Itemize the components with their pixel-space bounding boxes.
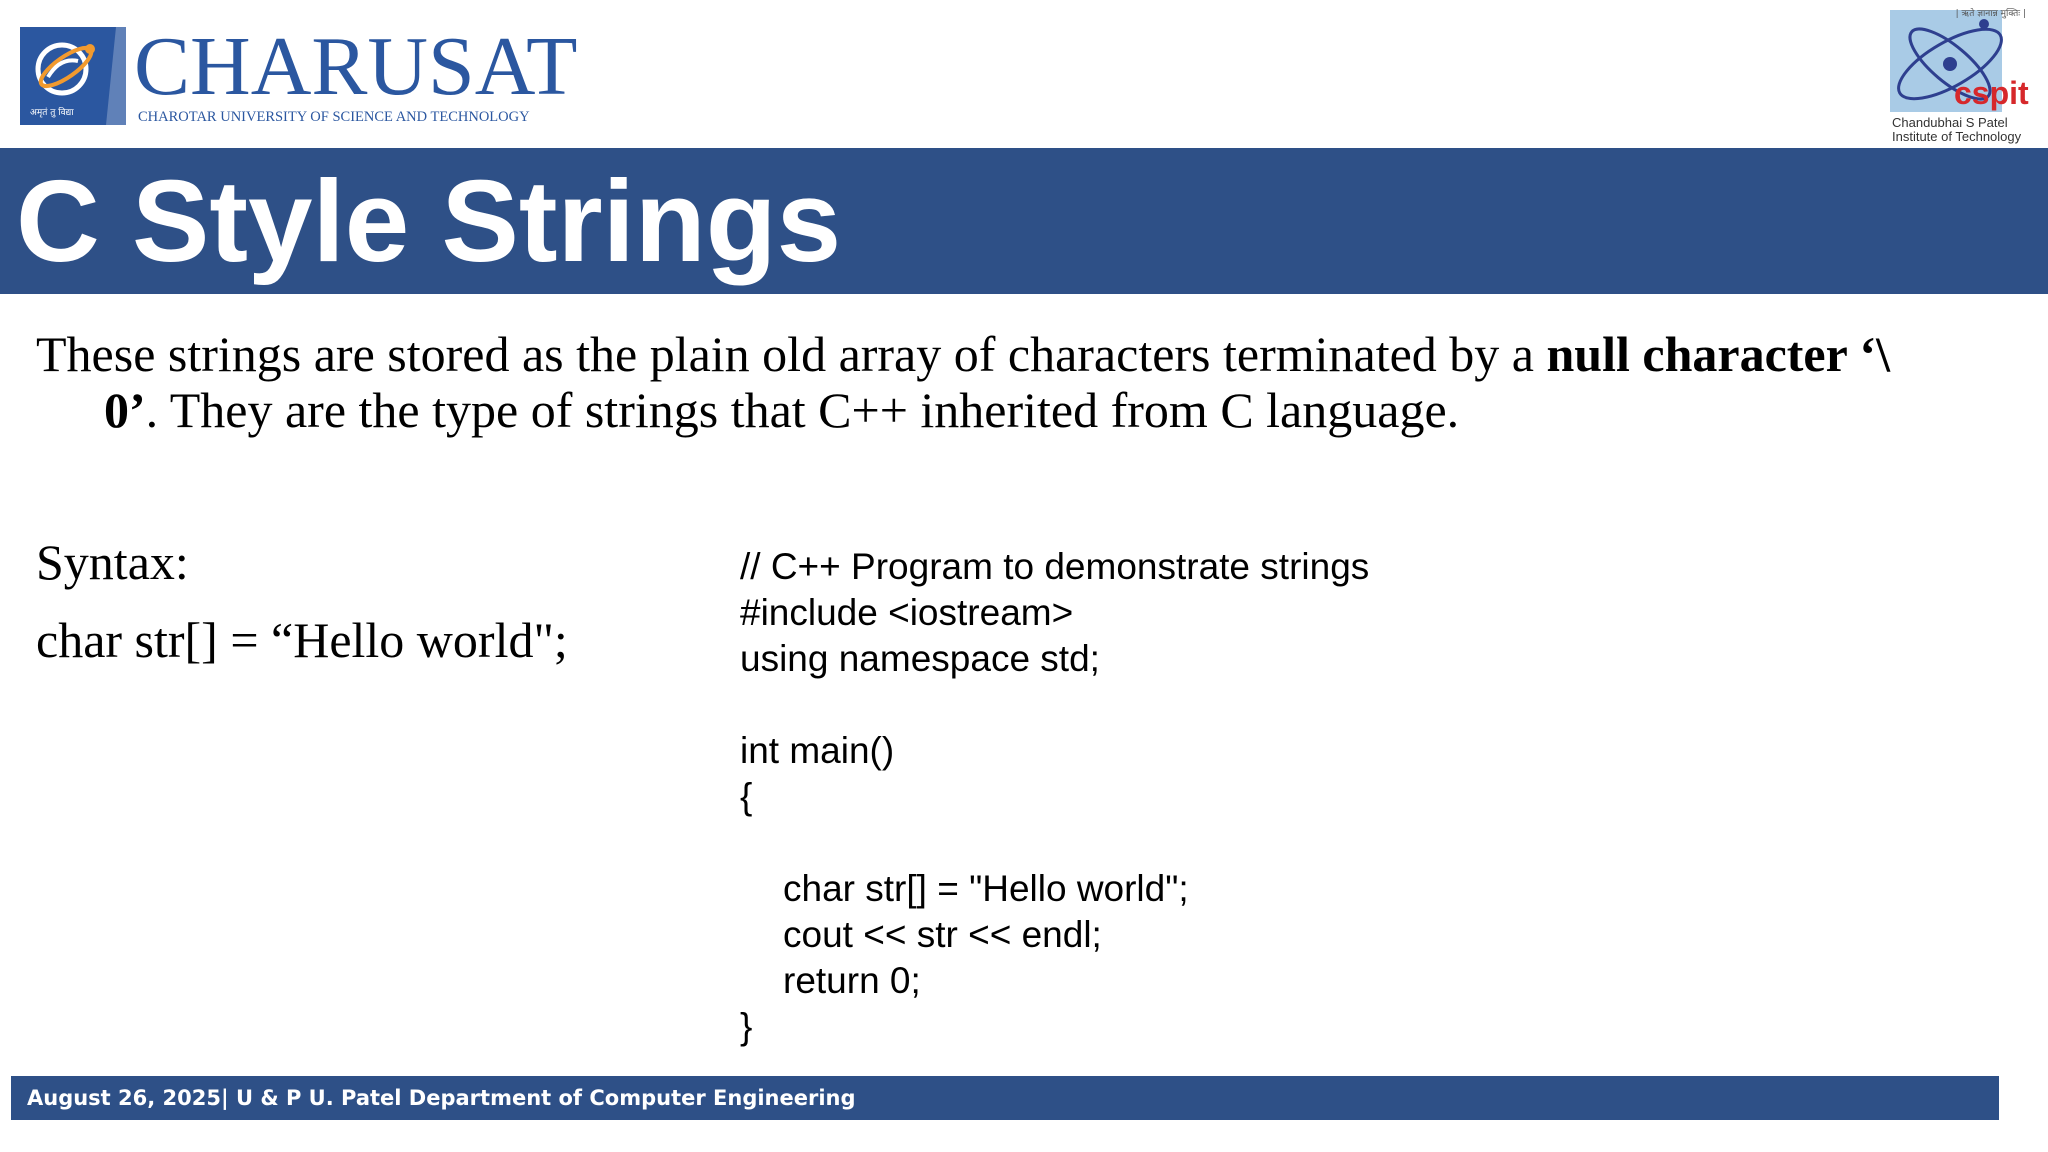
cspit-motto: | ऋते ज्ञानान्न मुक्तिः | <box>1955 9 2026 19</box>
title-bar <box>0 148 2048 294</box>
cspit-caption-line1: Chandubhai S Patel <box>1892 115 2008 130</box>
cspit-short-name: cspit <box>1954 75 2029 111</box>
code-line: using namespace std; <box>740 638 1100 679</box>
intro-text-2: . They are the type of strings that C++ inherited from C language. <box>145 382 1460 438</box>
intro-text-1: These strings are stored as the plain old array of characters terminated by a <box>36 326 1547 382</box>
slide-title: C Style Strings <box>16 156 842 286</box>
intro-bold-1: null character ‘\ <box>1546 326 1890 382</box>
syntax-code: char str[] = “Hello world"; <box>36 612 568 668</box>
cspit-caption <box>1892 116 2021 144</box>
code-line: char str[] = "Hello world"; <box>783 868 1189 909</box>
university-full-name: CHAROTAR UNIVERSITY OF SCIENCE AND TECHNOLOGY <box>138 108 530 125</box>
cspit-logo <box>1888 6 2036 146</box>
code-block <box>740 544 1369 1050</box>
code-line <box>740 820 1369 866</box>
code-line: } <box>740 1006 753 1047</box>
cspit-caption-line2: Institute of Technology <box>1892 129 2022 144</box>
charusat-emblem-icon <box>20 27 126 125</box>
code-line <box>740 682 1369 728</box>
code-line: #include <iostream> <box>740 592 1074 633</box>
code-line: cout << str << endl; <box>783 914 1102 955</box>
intro-paragraph <box>36 326 2016 438</box>
university-name: CHARUSAT <box>134 19 578 113</box>
code-line: int main() <box>740 730 895 771</box>
emblem-motto: अमृतं तु विद्या <box>30 108 74 118</box>
code-line: return 0; <box>783 960 921 1001</box>
syntax-label: Syntax: <box>36 534 189 590</box>
footer-bar <box>11 1076 1999 1120</box>
cspit-emblem-icon <box>1888 6 2036 116</box>
charusat-logo <box>20 19 578 126</box>
code-line: { <box>740 776 753 817</box>
charusat-wordmark <box>134 19 578 126</box>
code-line: // C++ Program to demonstrate strings <box>740 546 1370 587</box>
footer-text: August 26, 2025| U & P U. Patel Department of Computer Engineering <box>27 1086 856 1110</box>
intro-bold-2: 0’ <box>104 382 146 438</box>
